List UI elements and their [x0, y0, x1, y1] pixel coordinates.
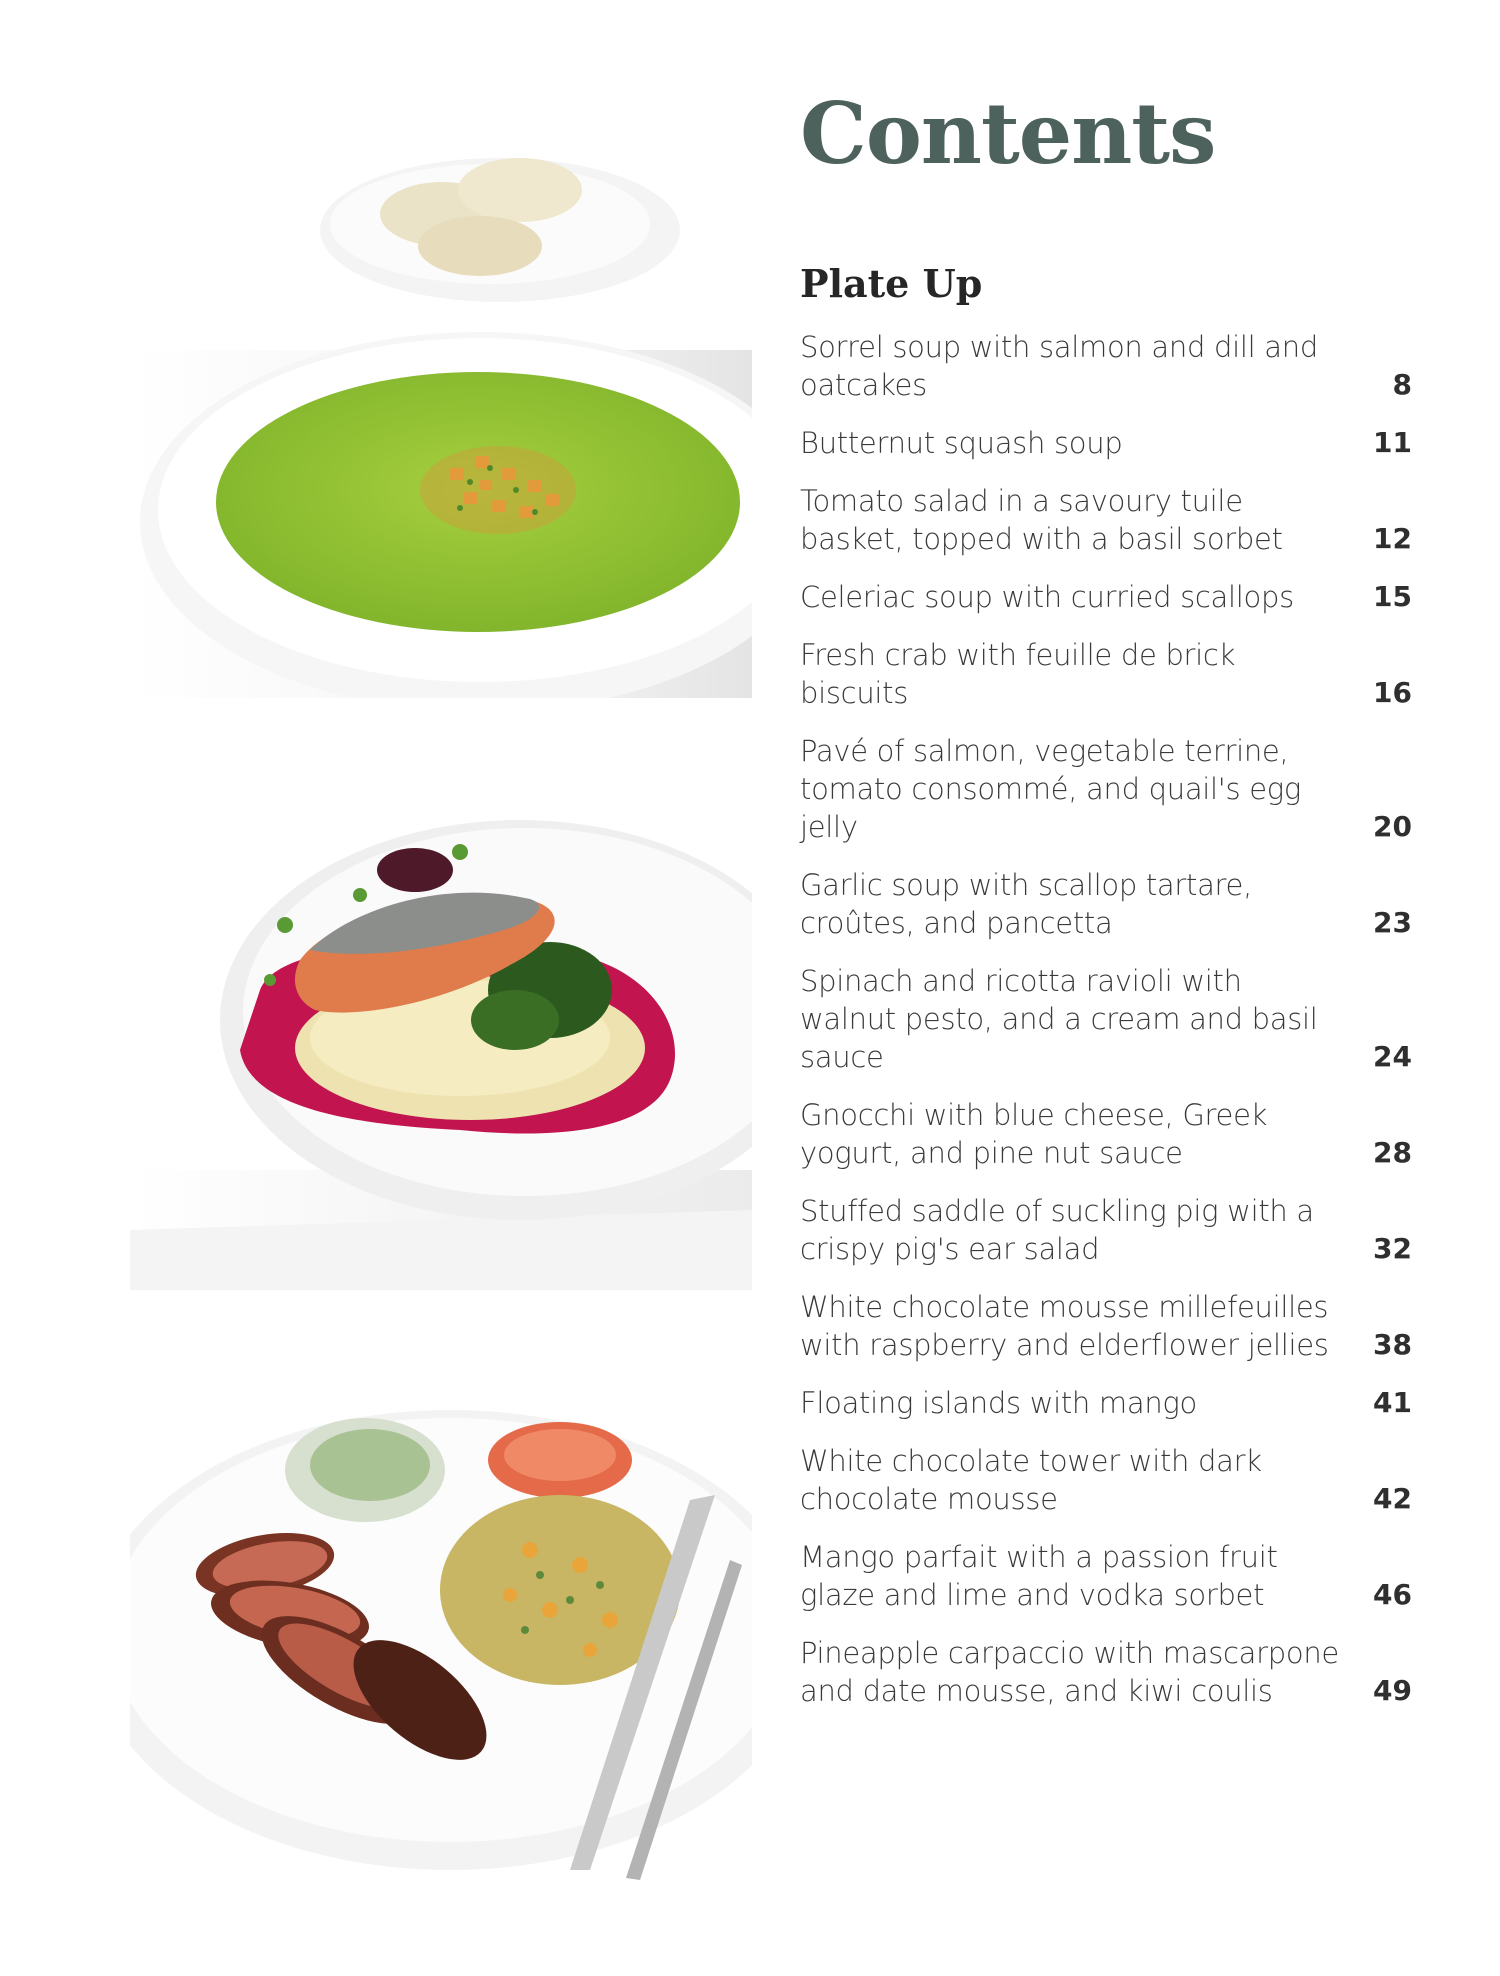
toc-entry-title: Sorrel soup with salmon and dill and oatcakes	[800, 330, 1318, 402]
toc-entry[interactable]	[800, 636, 1412, 712]
toc-entry-page: 28	[1373, 1136, 1412, 1169]
toc-entry[interactable]	[800, 732, 1412, 846]
toc-entry-page: 23	[1373, 906, 1412, 939]
toc-entry-page: 24	[1373, 1040, 1412, 1073]
toc-entry[interactable]	[800, 1634, 1412, 1710]
toc-entry-page: 11	[1373, 426, 1412, 459]
toc-entry[interactable]	[800, 578, 1412, 616]
toc-entry-page: 32	[1373, 1232, 1412, 1265]
toc-entry[interactable]	[800, 482, 1412, 558]
toc-entry[interactable]	[800, 1384, 1412, 1422]
toc-entry-title: Spinach and ricotta ravioli with walnut pesto, and a cream and basil sauce	[800, 964, 1318, 1074]
salmon-photo	[130, 790, 752, 1290]
toc-entry-page: 8	[1392, 368, 1412, 401]
toc-entry-title: Gnocchi with blue cheese, Greek yogurt, and pine nut sauce	[800, 1098, 1268, 1170]
toc-entry-title: White chocolate mousse millefeuilles with raspberry and elderflower jellies	[800, 1290, 1329, 1362]
toc-entry[interactable]	[800, 328, 1412, 404]
toc-entry-title: Tomato salad in a savoury tuile basket, topped with a basil sorbet	[800, 484, 1283, 556]
toc-entry[interactable]	[800, 1192, 1412, 1268]
toc-entry-title: Pineapple carpaccio with mascarpone and date mousse, and kiwi coulis	[800, 1636, 1339, 1708]
toc-entry-title: Butternut squash soup	[800, 426, 1123, 460]
toc-entry-page: 20	[1373, 810, 1412, 843]
toc-entry-page: 42	[1373, 1482, 1412, 1515]
toc-entry-page: 41	[1373, 1386, 1412, 1419]
page-title: Contents	[800, 84, 1216, 183]
toc-entry-title: Celeriac soup with curried scallops	[800, 580, 1294, 614]
toc-entry-title: Garlic soup with scallop tartare, croûtes, and pancetta	[800, 868, 1253, 940]
toc-entry[interactable]	[800, 866, 1412, 942]
toc-entry[interactable]	[800, 1288, 1412, 1364]
toc-entry-title: Fresh crab with feuille de brick biscuits	[800, 638, 1236, 710]
toc-entry-page: 12	[1373, 522, 1412, 555]
toc-entry-page: 38	[1373, 1328, 1412, 1361]
toc-entry-title: Pavé of salmon, vegetable terrine, tomato consommé, and quail's egg jelly	[800, 734, 1301, 844]
toc-entry-page: 16	[1373, 676, 1412, 709]
section-heading: Plate Up	[800, 261, 983, 306]
toc-entry[interactable]	[800, 1096, 1412, 1172]
lamb-photo	[130, 1350, 752, 1890]
toc-entry-title: White chocolate tower with dark chocolate mousse	[800, 1444, 1262, 1516]
toc-entry-page: 46	[1373, 1578, 1412, 1611]
soup-photo	[130, 150, 752, 698]
toc-entry-title: Floating islands with mango	[800, 1386, 1197, 1420]
toc-entry[interactable]	[800, 962, 1412, 1076]
toc-entry[interactable]	[800, 424, 1412, 462]
toc-entry-title: Stuffed saddle of suckling pig with a crispy pig's ear salad	[800, 1194, 1314, 1266]
toc-entry-page: 49	[1373, 1674, 1412, 1707]
toc-entry-page: 15	[1373, 580, 1412, 613]
toc-list	[800, 328, 1412, 1730]
toc-entry-title: Mango parfait with a passion fruit glaze and lime and vodka sorbet	[800, 1540, 1278, 1612]
toc-entry[interactable]	[800, 1442, 1412, 1518]
toc-entry[interactable]	[800, 1538, 1412, 1614]
